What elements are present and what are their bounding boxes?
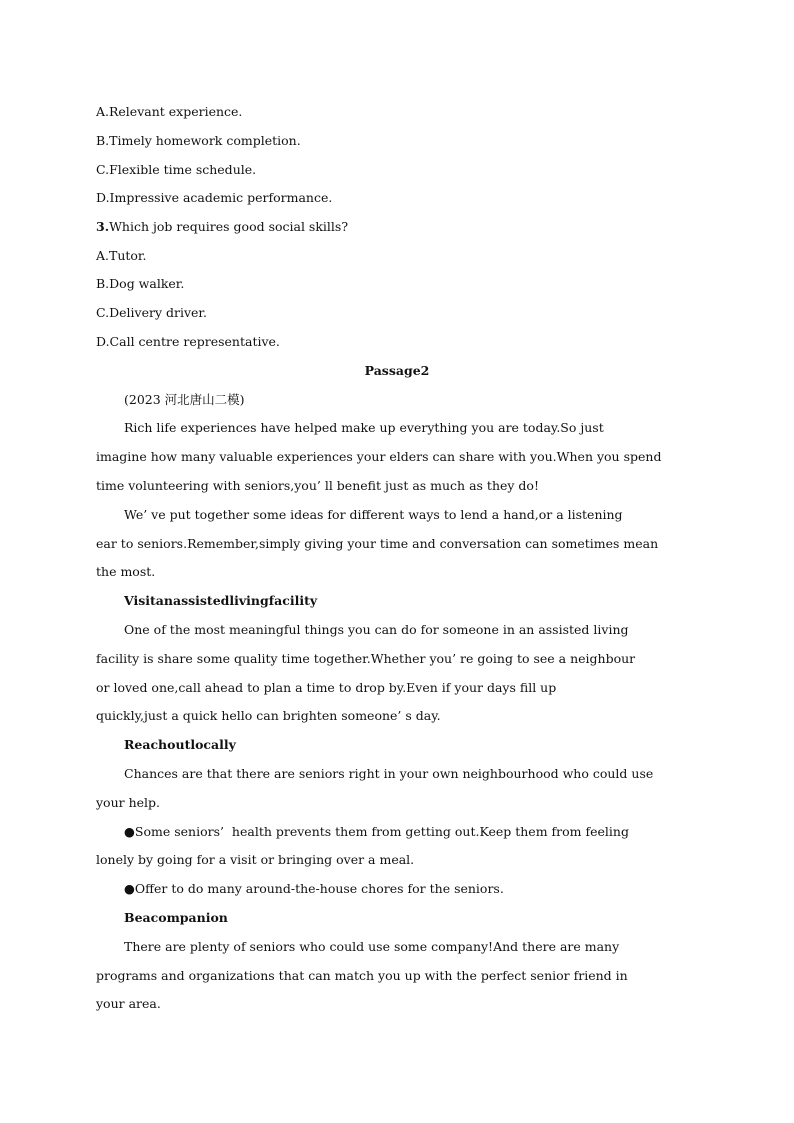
section-companion-line: There are plenty of seniors who could use some company!And there are many [124,939,620,954]
section-companion-line: programs and organizations that can match you up with the perfect senior friend in [96,968,628,983]
section-reach-line: your help. [96,795,161,810]
question3-stem [96,219,348,235]
section-heading-companion: Beacompanion [124,910,228,925]
section-visit-line: facility is share some quality time together.Whether you’ re going to see a neighbour [96,651,636,666]
passage-paragraph-line: We’ ve put together some ideas for different ways to lend a hand,or a listening [124,507,623,522]
section-heading-reach-out: Reachoutlocally [124,737,236,752]
section-reach-line: Chances are that there are seniors right in your own neighbourhood who could use [124,766,654,781]
passage-paragraph-line: ear to seniors.Remember,simply giving your time and conversation can sometimes mean [96,536,659,551]
passage-title: Passage2 [364,363,430,378]
section-reach-bullet: ●Some seniors’ health prevents them from getting out.Keep them from feeling [124,824,629,839]
section-visit-line: One of the most meaningful things you can do for someone in an assisted living [124,622,629,637]
question3-option-c: C.Delivery driver. [96,305,207,320]
section-visit-line: quickly,just a quick hello can brighten someone’ s day. [96,708,441,723]
passage-paragraph-line: the most. [96,564,156,579]
section-reach-bullet: ●Offer to do many around-the-house chores for the seniors. [124,881,504,896]
question3-option-b: B.Dog walker. [96,276,185,291]
question2-option-d: D.Impressive academic performance. [96,190,333,205]
passage-source: (2023 河北唐山二模) [124,392,245,407]
question3-option-d: D.Call centre representative. [96,334,280,349]
question2-option-c: C.Flexible time schedule. [96,162,257,177]
question2-option-a: A.Relevant experience. [96,104,243,119]
section-companion-line: your area. [96,996,161,1011]
question3-text: Which job requires good social skills? [109,219,349,234]
question3-option-a: A.Tutor. [96,248,147,263]
section-heading-visit: Visitanassistedlivingfacility [124,593,318,608]
section-visit-line: or loved one,call ahead to plan a time to drop by.Even if your days fill up [96,680,557,695]
section-reach-line: lonely by going for a visit or bringing over a meal. [96,852,415,867]
passage-paragraph-line: Rich life experiences have helped make up everything you are today.So just [124,420,604,435]
question2-option-b: B.Timely homework completion. [96,133,301,148]
passage-paragraph-line: imagine how many valuable experiences your elders can share with you.When you spend [96,449,662,464]
question3-number: 3. [96,219,110,234]
passage-paragraph-line: time volunteering with seniors,you’ ll benefit just as much as they do! [96,478,539,493]
